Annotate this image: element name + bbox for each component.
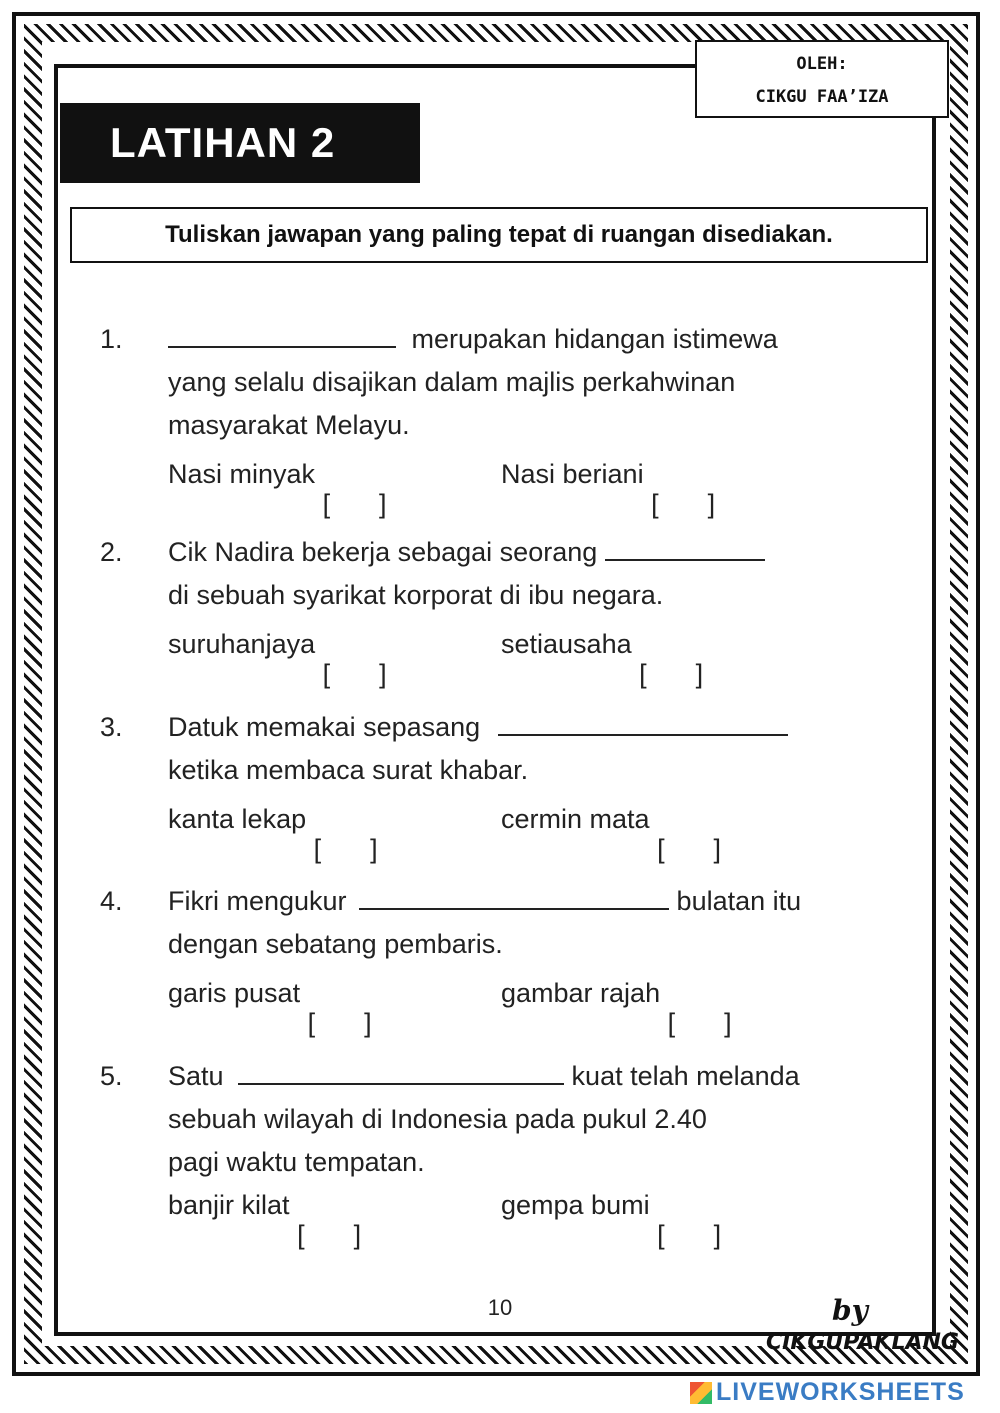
option-1[interactable]: banjir kilat	[168, 1190, 290, 1220]
answer-options	[168, 972, 890, 1020]
answer-options	[168, 798, 890, 846]
question-text: kuat telah melanda	[571, 1061, 800, 1091]
option-1[interactable]: kanta lekap	[168, 804, 307, 834]
liveworksheets-watermark	[690, 1378, 995, 1410]
option-1[interactable]: garis pusat	[168, 978, 301, 1008]
question-text: bulatan itu	[676, 886, 802, 916]
question-text: Satu	[168, 1061, 224, 1091]
question-text: Fikri mengukur	[168, 886, 347, 916]
answer-blank[interactable]	[238, 1057, 564, 1085]
author-label: OLEH:	[796, 54, 848, 74]
question-4	[100, 880, 890, 1020]
page-title: LATIHAN 2	[60, 103, 420, 183]
option-2[interactable]: gempa bumi	[501, 1190, 650, 1220]
question-text: Cik Nadira bekerja sebagai seorang	[168, 537, 598, 567]
question-2	[100, 531, 890, 671]
answer-options	[168, 453, 890, 501]
option-2[interactable]: Nasi beriani	[501, 459, 644, 489]
answer-blank[interactable]	[498, 708, 788, 736]
question-text: Datuk memakai sepasang	[168, 712, 481, 742]
question-1	[100, 318, 890, 501]
question-number: 2.	[100, 537, 123, 567]
question-number: 4.	[100, 886, 123, 916]
question-text: ketika membaca surat khabar.	[168, 755, 529, 785]
watermark-text: LIVEWORKSHEETS	[716, 1378, 965, 1406]
logo-name: CIKGUPAKLANG	[766, 1330, 959, 1355]
question-number: 1.	[100, 324, 123, 354]
question-text: sebuah wilayah di Indonesia pada pukul 2.40	[168, 1104, 707, 1134]
page-number: 10	[487, 1295, 513, 1320]
instruction-text: Tuliskan jawapan yang paling tepat di ruangan disediakan.	[70, 207, 928, 263]
question-text: di sebuah syarikat korporat di ibu negara.	[168, 580, 664, 610]
question-text: yang selalu disajikan dalam majlis perkahwinan	[168, 367, 736, 397]
logo-by: by	[832, 1294, 868, 1327]
question-number: 5.	[100, 1061, 123, 1091]
author-name: CIKGU FAA’IZA	[755, 87, 889, 107]
question-text: pagi waktu tempatan.	[168, 1147, 425, 1177]
question-5	[100, 1055, 890, 1232]
question-number: 3.	[100, 712, 123, 742]
question-3	[100, 706, 890, 846]
author-box	[695, 40, 949, 118]
answer-blank[interactable]	[359, 882, 669, 910]
option-2[interactable]: gambar rajah	[501, 978, 661, 1008]
option-2[interactable]: setiausaha	[501, 629, 632, 659]
answer-blank[interactable]	[605, 533, 765, 561]
question-text: masyarakat Melayu.	[168, 410, 410, 440]
liveworksheets-icon	[690, 1382, 712, 1404]
option-2[interactable]: cermin mata	[501, 804, 650, 834]
question-text: dengan sebatang pembaris.	[168, 929, 503, 959]
option-1[interactable]: suruhanjaya	[168, 629, 316, 659]
answer-options	[168, 623, 890, 671]
answer-blank[interactable]	[168, 320, 396, 348]
answer-options	[168, 1184, 890, 1232]
cikgupaklang-logo	[760, 1294, 966, 1364]
question-text: merupakan hidangan istimewa	[411, 324, 778, 354]
option-1[interactable]: Nasi minyak	[168, 459, 316, 489]
